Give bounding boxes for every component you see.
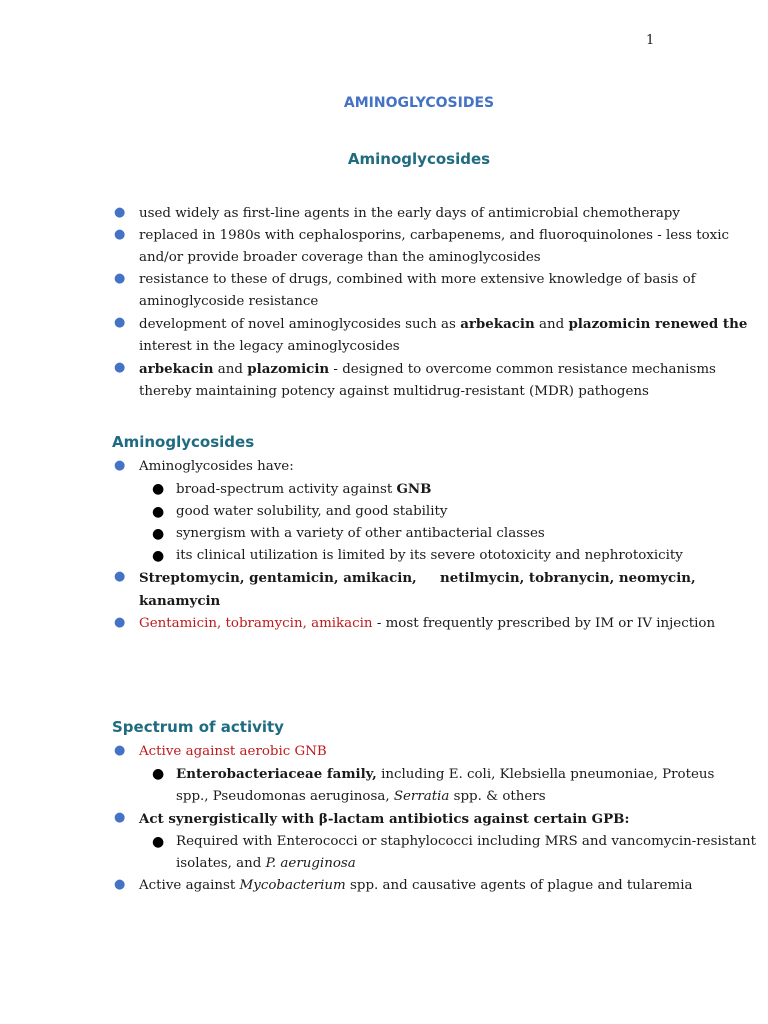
bullet-icon: ● (114, 810, 126, 825)
bullet-icon: ● (114, 360, 126, 375)
bullet-icon: ● (114, 569, 126, 584)
list-item-continuation: interest in the legacy aminoglycosides (139, 339, 400, 354)
bullet-icon: ● (152, 526, 165, 542)
section-heading-aminoglycosides: Aminoglycosides (112, 433, 255, 451)
bullet-icon: ● (114, 743, 126, 758)
bullet-icon: ● (114, 205, 126, 220)
bullet-icon: ● (114, 615, 126, 630)
list-item-continuation: kanamycin (139, 593, 221, 609)
sub-list-item: ● its clinical utilization is limited by its severe ototoxicity and nephrotoxicity (0, 545, 768, 567)
sub-list-item-continuation: isolates, and P. aeruginosa (176, 856, 356, 871)
list-item: ● replaced in 1980s with cephalosporins, carbapenems, and fluoroquinolones - less toxic (114, 227, 729, 243)
bullet-icon: ● (114, 877, 126, 892)
list-item: ● Active against aerobic GNB (114, 743, 327, 759)
list-item-continuation: thereby maintaining potency against multidrug-resistant (MDR) pathogens (139, 384, 649, 399)
list-item: ● resistance to these of drugs, combined with more extensive knowledge of basis of (114, 271, 696, 287)
list-item-continuation: aminoglycoside resistance (139, 294, 319, 309)
list-item: ● used widely as first-line agents in the early days of antimicrobial chemotherapy (114, 205, 680, 221)
list-item: ● Gentamicin, tobramycin, amikacin - most frequently prescribed by IM or IV injection (114, 615, 716, 631)
bullet-icon: ● (152, 481, 165, 497)
list-item: ● Active against Mycobacterium spp. and causative agents of plague and tularemia (114, 877, 693, 893)
bullet-icon: ● (114, 315, 126, 330)
bullet-icon: ● (152, 548, 165, 564)
sub-list-item: ● Enterobacteriaceae family, including E. coli, Klebsiella pneumoniae, Proteus (0, 763, 768, 786)
sub-list-item: ● synergism with a variety of other antibacterial classes (0, 523, 768, 545)
section-heading-spectrum: Spectrum of activity (112, 718, 284, 736)
bullet-icon: ● (114, 458, 126, 473)
bullet-icon: ● (152, 504, 165, 520)
aminoglycosides-list (0, 456, 768, 635)
intro-list (0, 203, 768, 403)
list-item: ● Aminoglycosides have: (114, 458, 294, 474)
sub-list-item: ● good water solubility, and good stability (0, 501, 768, 523)
bullet-icon: ● (114, 271, 126, 286)
spectrum-list (0, 741, 768, 897)
sub-list-item: ● Required with Enterococci or staphylococci including MRS and vancomycin-resistant (0, 831, 768, 853)
bullet-icon: ● (152, 766, 165, 782)
sub-list-item: ● broad-spectrum activity against GNB (0, 478, 768, 501)
section-title: Aminoglycosides (347, 150, 491, 168)
list-item-continuation: and/or provide broader coverage than the aminoglycosides (139, 250, 541, 265)
list-item: ● arbekacin and plazomicin - designed to overcome common resistance mechanisms (114, 360, 716, 377)
bullet-icon: ● (114, 227, 126, 242)
page-number: 1 (646, 33, 655, 48)
list-item: ● Act synergistically with β-lactam antibiotics against certain GPB: (114, 810, 630, 827)
bullet-icon: ● (152, 834, 165, 850)
list-item: ● development of novel aminoglycosides such as arbekacin and plazomicin renewed the (114, 315, 748, 332)
document-title: AMINOGLYCOSIDES (343, 95, 495, 111)
list-item: ● Streptomycin, gentamicin, amikacin, netilmycin, tobranycin, neomycin, (114, 569, 696, 586)
sub-list-item-continuation: spp., Pseudomonas aeruginosa, Serratia spp. & others (176, 789, 546, 804)
